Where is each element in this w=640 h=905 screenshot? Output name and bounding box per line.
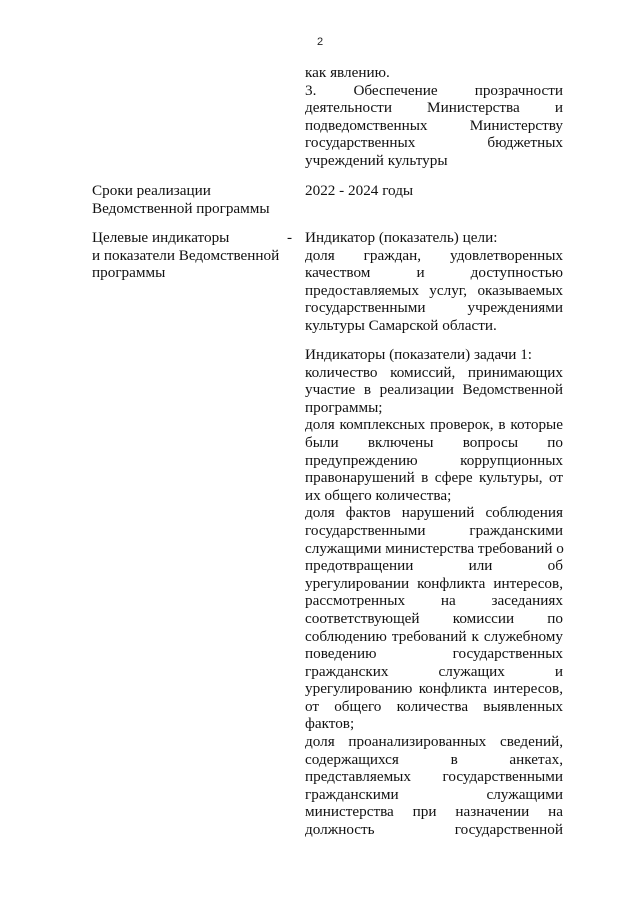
text-line: Ведомственной программы (92, 199, 270, 217)
text-line: как явлению. (305, 64, 390, 81)
value-implementation-period (305, 182, 563, 200)
label-implementation-period (92, 182, 292, 217)
text-line: были включены вопросы по (305, 433, 563, 451)
text-line: доля комплексных проверок, в которые (305, 416, 563, 434)
text-line: государственных бюджетных (305, 134, 563, 152)
text-line: предотвращении или об (305, 557, 563, 575)
text-line: гражданских служащих и (305, 662, 563, 680)
text-line: соответствующей комиссии по (305, 609, 563, 627)
text-line: урегулировании конфликта интересов, (305, 574, 563, 592)
text-line: Целевые индикаторы (92, 229, 230, 246)
tasks-continuation (305, 64, 563, 170)
value-goal-indicator (305, 229, 563, 335)
text-line: программы; (305, 398, 383, 416)
text-line: их общего количества; (305, 486, 452, 504)
label-dash: - (287, 229, 293, 246)
text-line: участие в реализации Ведомственной (305, 381, 563, 399)
text-line: качеством и доступностью (305, 264, 563, 282)
text-line: гражданскими служащими (305, 785, 563, 803)
text-line: доля фактов нарушений соблюдения (305, 504, 563, 522)
page-number: 2 (316, 36, 324, 48)
text-line: и показатели Ведомственной (92, 246, 280, 264)
text-line: Индикаторы (показатели) задачи 1: (305, 346, 533, 363)
text-line: количество комиссий, принимающих (305, 363, 563, 381)
text-line: предупреждению коррупционных (305, 451, 563, 469)
text-line: должность государственной (305, 821, 563, 839)
text-line: культуры Самарской области. (305, 316, 497, 334)
text-line: государственными учреждениями (305, 299, 563, 317)
label-target-indicators (92, 229, 292, 282)
text-line: Индикатор (показатель) цели: (305, 229, 498, 246)
text-line: правонарушений в сфере культуры, от (305, 469, 563, 487)
text-line: фактов; (305, 715, 355, 733)
text-line: 2022 - 2024 годы (305, 182, 414, 199)
text-line: служащими министерства требований о (305, 539, 564, 557)
text-line: государственными гражданскими (305, 521, 563, 539)
text-line: предоставляемых услуг, оказываемых (305, 281, 563, 299)
text-line: программы (92, 264, 166, 282)
text-line: соблюдению требований к служебному (305, 627, 563, 645)
text-line: доля проанализированных сведений, (305, 733, 563, 751)
text-line: Сроки реализации (92, 182, 211, 199)
text-line: от общего количества выявленных (305, 697, 563, 715)
text-line: доля граждан, удовлетворенных (305, 246, 563, 264)
text-line: урегулированию конфликта интересов, (305, 680, 563, 698)
text-line: представляемых государственными (305, 768, 563, 786)
text-line: учреждений культуры (305, 151, 448, 169)
text-line: рассмотренных на заседаниях (305, 592, 563, 610)
task1-indicators (305, 346, 563, 839)
text-line: министерства при назначении на (305, 803, 563, 821)
text-line: 3. Обеспечение прозрачности (305, 81, 563, 99)
text-line: поведению государственных (305, 645, 563, 663)
text-line: подведомственных Министерству (305, 116, 563, 134)
text-line: деятельности Министерства и (305, 99, 563, 117)
text-line: содержащихся в анкетах, (305, 750, 563, 768)
